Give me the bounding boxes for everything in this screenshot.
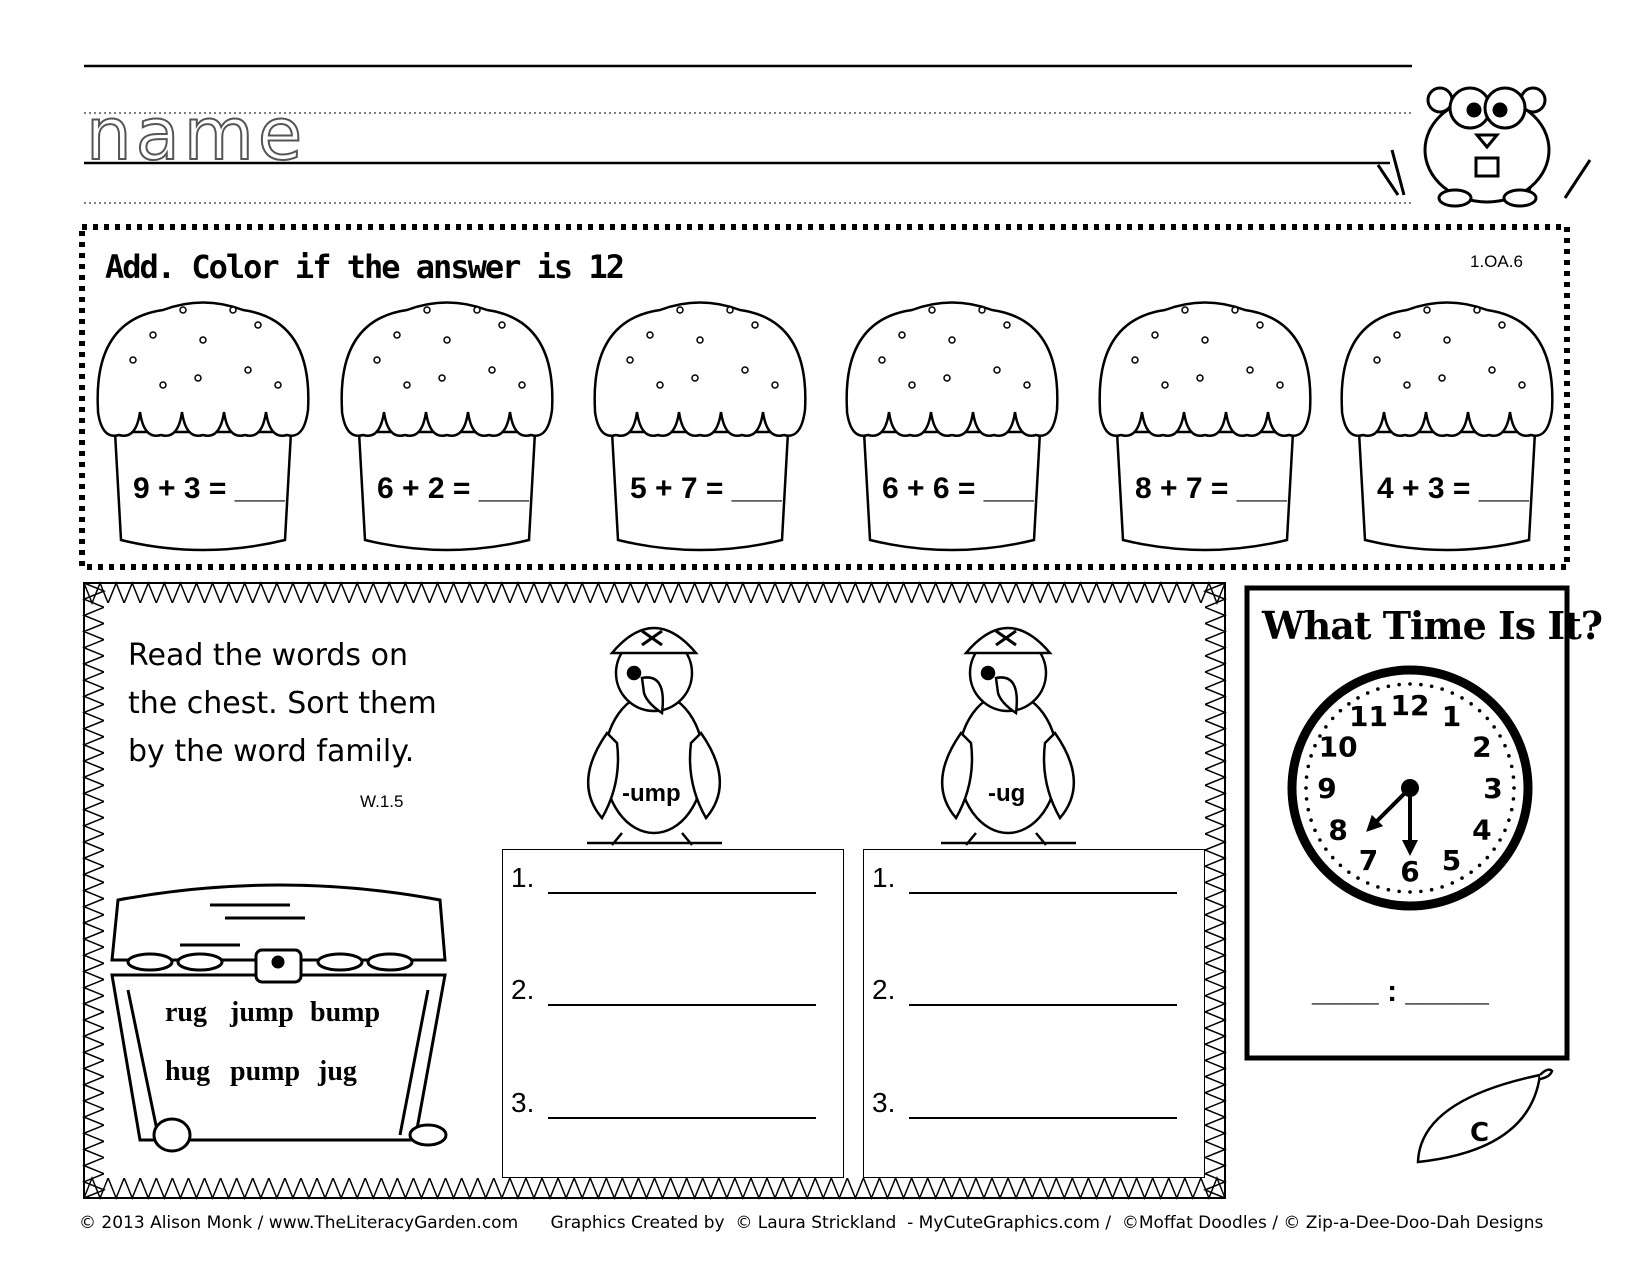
family-label-ump: -ump [622,780,681,807]
chest-word: bump [310,997,381,1028]
clock-number: 11 [1349,700,1388,734]
answer-number: 1. [511,862,535,893]
clock-number: 4 [1472,813,1492,847]
footer-credits: © 2013 Alison Monk / www.TheLiteracyGarden.com Graphics Created by © Laura Strickland - MyCuteGraphics.com / ©Moffat Doodles / © Zip-a-Dee-Doo-Dah Designs [79,1213,1544,1233]
addition-problem: 6 + 2 = ___ [377,472,529,505]
clock-face [1292,670,1528,906]
ump-answer-box [502,849,844,1178]
clock-title: What Time Is It? [1262,603,1603,648]
answer-number: 3. [872,1087,896,1118]
answer-blank[interactable] [909,984,1177,1006]
cupcake-icon[interactable] [847,303,1058,551]
addition-problem: 5 + 7 = ___ [630,472,782,505]
clock-number: 1 [1441,700,1462,734]
clock-number: 6 [1400,855,1420,888]
answer-number: 2. [511,974,535,1005]
clock-center [1401,779,1419,797]
clock-number: 8 [1328,813,1348,847]
chest-word: pump [230,1056,301,1087]
answer-blank[interactable] [548,1097,816,1119]
sort-instructions [128,632,468,776]
cupcake-icon[interactable] [342,303,553,551]
leaf-icon [1418,1070,1552,1162]
clock-number: 7 [1358,843,1379,877]
family-label-ug: -ug [988,780,1026,807]
instruction-line: by the word family. [128,734,415,769]
clock-number: 5 [1441,843,1462,877]
clock-number: 9 [1317,772,1337,805]
answer-blank[interactable] [909,1097,1177,1119]
time-answer-blank[interactable]: ____ : _____ [1312,975,1489,1008]
name-trace-label: name [86,92,307,176]
answer-number: 1. [872,862,896,893]
chest-word: jug [318,1056,357,1087]
cupcake-icon[interactable] [98,303,309,551]
answer-number: 2. [872,974,896,1005]
math-standard: 1.OA.6 [1470,252,1523,271]
ug-answer-box [863,849,1205,1178]
cupcake-icon[interactable] [1342,303,1553,551]
addition-problem: 9 + 3 = ___ [133,472,285,505]
chest-word: rug [165,997,207,1028]
clock-number: 10 [1318,730,1358,764]
word-standard: W.1.5 [360,792,404,811]
cupcake-icon[interactable] [1100,303,1311,551]
clock-number: 2 [1472,730,1492,764]
chest-word: jump [230,997,294,1028]
clock-number: 3 [1483,772,1503,805]
gopher-icon [1378,88,1590,206]
addition-problem: 6 + 6 = ___ [882,472,1034,505]
math-title: Add. Color if the answer is 12 [105,248,623,286]
instruction-line: Read the words on [128,638,408,673]
answer-blank[interactable] [548,984,816,1006]
addition-problem: 4 + 3 = ___ [1377,472,1529,505]
instruction-line: the chest. Sort them [128,686,437,721]
clock-number: 12 [1390,689,1430,722]
cupcake-icon[interactable] [595,303,806,551]
chest-word: hug [165,1056,211,1087]
answer-blank[interactable] [909,872,1177,894]
leaf-letter: C [1470,1118,1490,1148]
addition-problem: 8 + 7 = ___ [1135,472,1287,505]
answer-number: 3. [511,1087,535,1118]
answer-blank[interactable] [548,872,816,894]
